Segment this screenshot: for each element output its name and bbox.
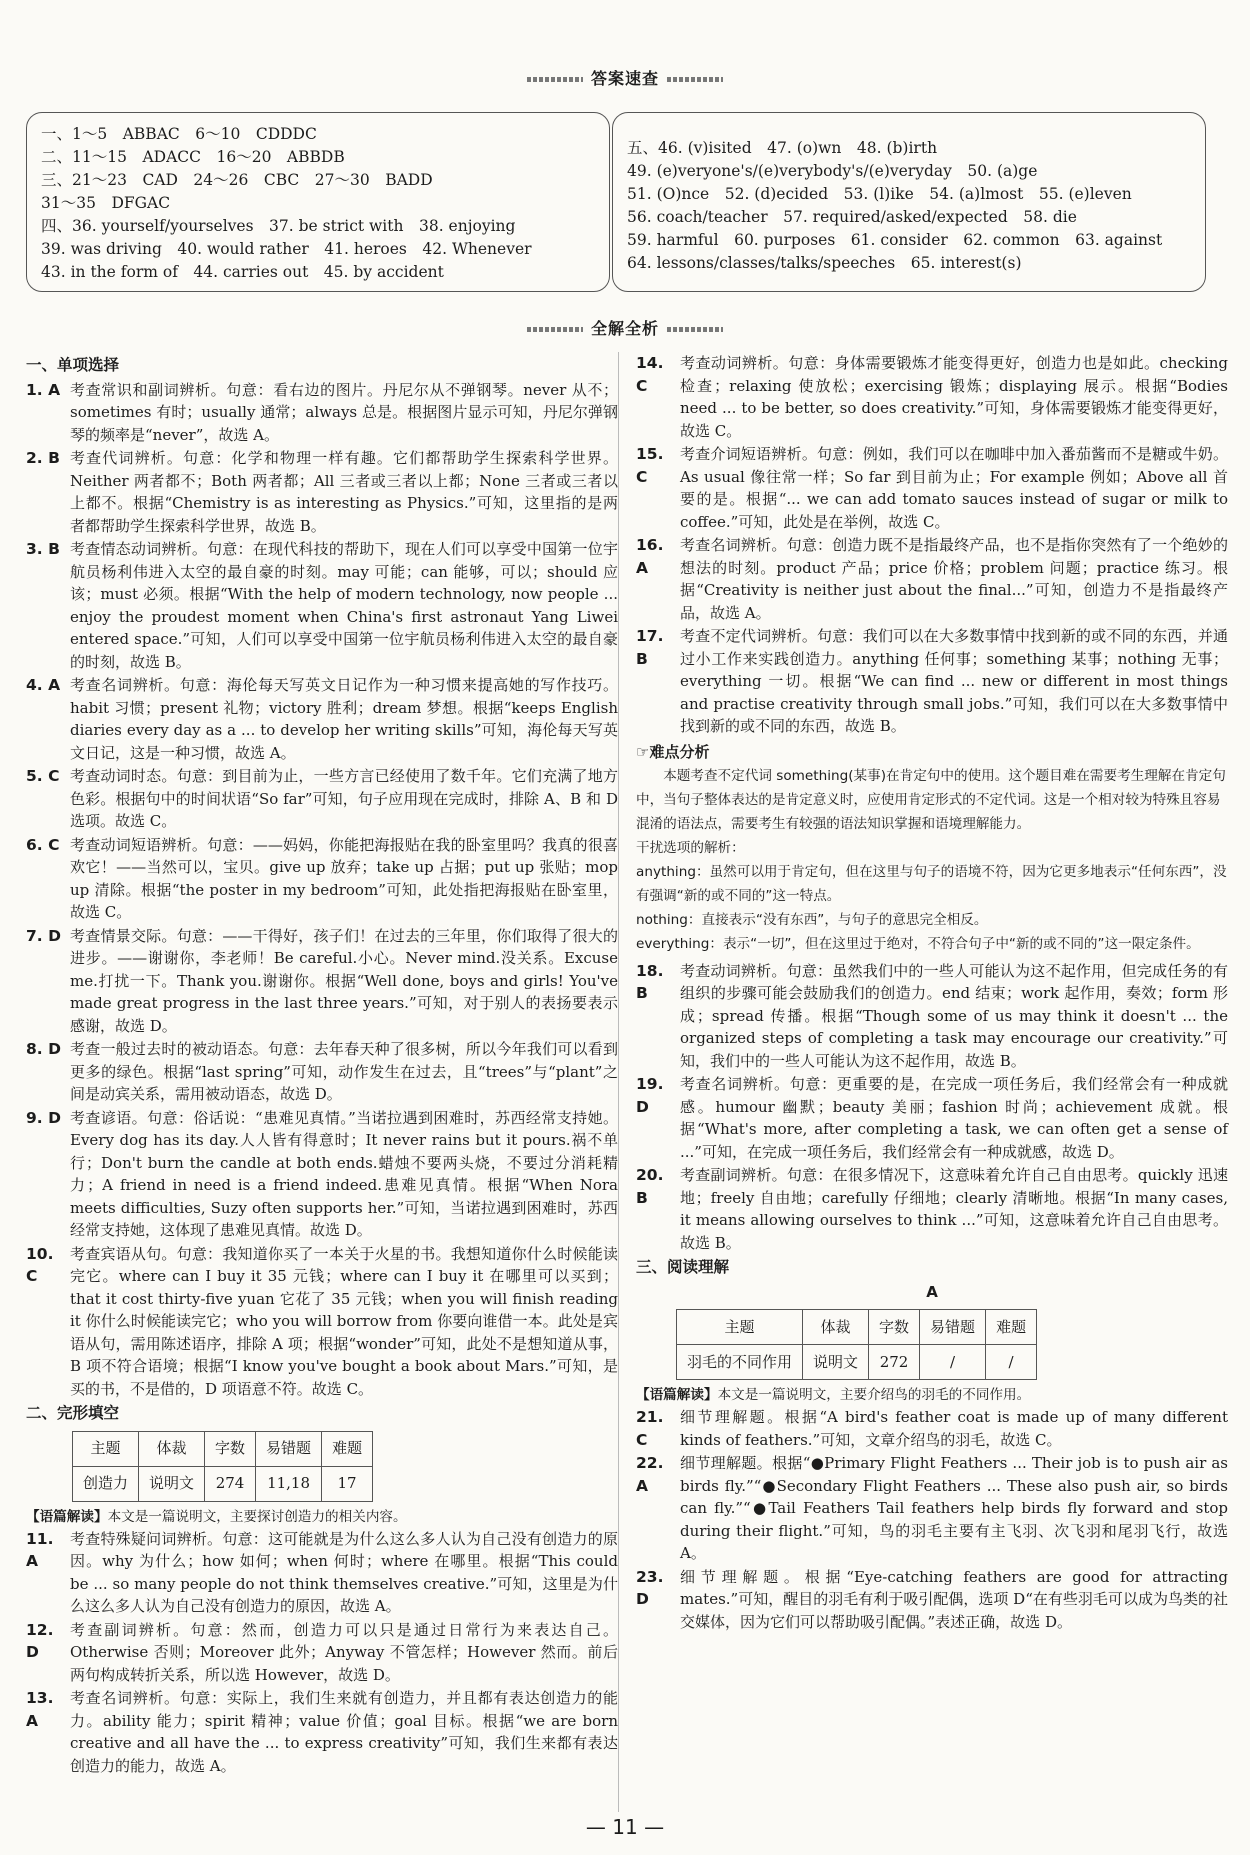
answer-number: 17. B [636, 627, 664, 668]
answer-explanation: 考查常识和副词辨析。句意：看右边的图片。丹尼尔从不弹钢琴。never 从不；sometimes 有时；usually 通常；always 总是。根据图片显示可知，丹尼尔弹钢琴的频率是“never”，故选 A。 [70, 380, 618, 444]
answer-number: 19. D [636, 1075, 664, 1116]
answer-explanation: 考查副词辨析。句意：然而，创造力可以只是通过日常行为来表达自己。Otherwise 否则；Moreover 此外；Anyway 不管怎样；However 然而。前后两句构成转折关系，所以选 However，故选 D。 [70, 1620, 618, 1684]
answer-number: 6. C [26, 835, 60, 854]
table-cell: 主题 [677, 1310, 803, 1345]
answer-item [26, 674, 618, 764]
answer-number: 7. D [26, 926, 61, 945]
quick-answers-right-box [612, 112, 1206, 292]
quick-answer-line: 49. (e)veryone's/(e)verybody's/(e)veryday 50. (a)ge [627, 162, 1038, 180]
table-cell: 说明文 [139, 1466, 205, 1501]
answer-number: 10. C [26, 1244, 54, 1285]
answer-explanation: 考查名词辨析。句意：实际上，我们生来就有创造力，并且都有表达创造力的能力。ability 能力；spirit 精神；value 价值；goal 目标。根据“we are born creative and all have the ... to express creativity”可知，我们生来都有表达创造力的能力，故选 A。 [70, 1689, 618, 1775]
answer-item [636, 1406, 1228, 1451]
answer-explanation: 考查动词辨析。句意：虽然我们中的一些人可能认为这不起作用，但完成任务的有组织的步骤可能会鼓励我们的创造力。end 结束；work 起作用，奏效；form 形成；spread 传播。根据“Though some of us may think it doesn't ... the organized steps of completing a task may encourage our creativity.”可知，我们中的一些人可能认为这不起作用，故选 B。 [680, 961, 1228, 1070]
answer-number: 12. D [26, 1620, 54, 1661]
answer-item [636, 534, 1228, 624]
answer-explanation: 考查动词时态。句意：到目前为止，一些方言已经使用了数千年。它们充满了地方色彩。根据句中的时间状语“So far”可知，句子应用现在完成时，排除 A、B 和 D 选项。故选 C。 [70, 767, 618, 830]
table-cell: 体裁 [803, 1310, 869, 1345]
answer-explanation: 考查副词辨析。句意：在很多情况下，这意味着允许自己自由思考。quickly 迅速地；freely 自由地；carefully 仔细地；clearly 清晰地。根据“In many cases, it means allowing ourselves to think ...”可知，这意味着允许自己自由思考。故选 B。 [680, 1166, 1228, 1252]
left-column [26, 352, 618, 1778]
answer-item [26, 925, 618, 1038]
answer-explanation: 考查动词辨析。句意：身体需要锻炼才能变得更好，创造力也是如此。checking 检查；relaxing 使放松；exercising 锻炼；displaying 展示。根据“Bodies need ... to be better, so does creativity.”可知，身体需要锻炼才能变得更好，故选 C。 [680, 354, 1228, 440]
reading-info-table [676, 1309, 1037, 1380]
answer-item [26, 1687, 618, 1777]
banner-bar-left [527, 327, 583, 332]
answer-item [636, 443, 1228, 533]
answer-number: 2. B [26, 449, 60, 467]
quick-answer-line: 43. in the form of 44. carries out 45. by accident [41, 263, 444, 281]
answer-explanation: 考查一般过去时的被动语态。句意：去年春天种了很多树，所以今年我们可以看到更多的绿色。根据“last spring”可知，动作发生在过去，且“trees”与“plant”之间是动宾关系，需用被动语态，故选 D。 [70, 1040, 618, 1103]
answer-item [636, 1164, 1228, 1254]
intro-label: 【语篇解读】 [26, 1508, 108, 1525]
answer-explanation: 细节理解题。根据“●Primary Flight Feathers ... Their job is to push air as birds fly.”“●Secondary Flight Feathers ... These also push air, so birds can fly.”“●Tail Feathers Tail feathers help birds fly forward and stop during their flight.”可知，鸟的羽毛主要有主飞羽、次飞羽和尾羽飞行，故选 A。 [680, 1454, 1228, 1562]
quick-answer-line: 39. was driving 40. would rather 41. heroes 42. Whenever [41, 240, 532, 258]
answer-number: 23. D [636, 1567, 664, 1608]
answer-item [26, 447, 618, 537]
answer-number: 4. A [26, 676, 61, 694]
intro-label: 【语篇解读】 [636, 1387, 718, 1403]
answer-number: 11. A [26, 1529, 54, 1570]
answer-number: 22. A [636, 1454, 664, 1495]
banner-bar-left [527, 77, 583, 82]
answer-item [636, 625, 1228, 738]
quick-answer-line: 56. coach/teacher 57. required/asked/expected 58. die [627, 208, 1077, 226]
difficulty-analysis [636, 740, 1228, 956]
answer-item [26, 1243, 618, 1401]
answer-explanation: 考查动词短语辨析。句意：——妈妈，你能把海报贴在我的卧室里吗？我真的很喜欢它！——当然可以，宝贝。give up 放弃；take up 占据；put up 张贴；mop up 清除。根据“the poster in my bedroom”可知，此处指把海报贴在卧室里，故选 C。 [70, 835, 618, 921]
analysis-paragraph: everything：表示“一切”，但在这里过于绝对，不符合句子中“新的或不同的”这一限定条件。 [636, 935, 1200, 952]
analysis-title-row: ☞难点分析 [636, 742, 710, 761]
answer-item [26, 1107, 618, 1242]
cloze-items-cont-2 [636, 960, 1228, 1255]
table-cell: 17 [322, 1466, 373, 1501]
answer-explanation: 考查特殊疑问词辨析。句意：这可能就是为什么这么多人认为自己没有创造力的原因。why 为什么；how 如何；when 何时；where 在哪里。根据“This could be ... so many people do not think themselves creative.”可知，这里是为什么这么多人认为自己没有创造力的原因，故选 A。 [70, 1529, 618, 1615]
answer-number: 13. A [26, 1689, 54, 1730]
table-cell: 易错题 [256, 1431, 322, 1466]
table-cell: 字数 [205, 1431, 256, 1466]
answer-item [26, 765, 618, 833]
answer-item [26, 1619, 618, 1687]
answers-quick-header [0, 68, 1250, 91]
quick-answer-line: 五、46. (v)isited 47. (o)wn 48. (b)irth [627, 139, 938, 157]
table-cell: 字数 [869, 1310, 920, 1345]
banner-bar-right [667, 327, 723, 332]
answer-number: 20. B [636, 1166, 664, 1207]
table-cell: 易错题 [920, 1310, 986, 1345]
answer-explanation: 考查宾语从句。句意：我知道你买了一本关于火星的书。我想知道你什么时候能读完它。where can I buy it 35 元钱；where can I buy it 在哪里可以买到；that it cost thirty-five yuan 它花了 35 元钱；when you will finish reading it 你什么时候能读完它；who you will borrow from 你要向谁借一本。此处是宾语从句，需用陈述语序，排除 A 项；根据“wonder”可知，此处不是想知道从事，B 项不符合语境；根据“I know you've bought a book about Mars.”可知，是买的书，不是借的，D 项语意不符。故选 C。 [70, 1244, 618, 1398]
answer-number: 8. D [26, 1040, 61, 1058]
cloze-items-cont [636, 352, 1228, 738]
quick-answers-left-box [26, 112, 610, 292]
answer-explanation: 考查不定代词辨析。句意：我们可以在大多数事情中找到新的或不同的东西，并通过小工作来实践创造力。anything 任何事；something 某事；nothing 无事；everything 一切。根据“We can find ... new or different in most things and practise creativity through small jobs.”可知，我们可以在大多数事情中找到新的或不同的东西，故选 B。 [680, 627, 1228, 735]
cloze-items [26, 1528, 618, 1778]
answer-item [26, 1038, 618, 1106]
answer-item [26, 834, 618, 924]
column-divider [618, 352, 619, 1812]
table-cell: / [986, 1345, 1037, 1380]
reading-intro [636, 1384, 1228, 1406]
answer-explanation: 细节理解题。根据“Eye-catching feathers are good for attracting mates.”可知，醒目的羽毛有利于吸引配偶，选项 D“在有些羽毛可以成为鸟类的社交媒体，因为它们可以帮助吸引配偶。”表述正确，故选 D。 [680, 1567, 1228, 1631]
analysis-paragraph: anything：虽然可以用于肯定句，但在这里与句子的语境不符，因为它更多地表示“任何东西”，没有强调“新的或不同的”这一特点。 [636, 863, 1227, 904]
answer-explanation: 考查谚语。句意：俗话说：“患难见真情。”当诺拉遇到困难时，苏西经常支持她。Every dog has its day.人人皆有得意时；It never rains but it pours.祸不单行；Don't burn the candle at both ends.蜡烛不要两头烧，不要过分消耗精力；A friend in need is a friend indeed.患难见真情。根据“When Nora meets difficulties, Suzy often supports her.”可知，当诺拉遇到困难时，苏西经常支持她，这体现了患难见真情。故选 D。 [70, 1108, 618, 1239]
table-cell: 274 [205, 1466, 256, 1501]
table-cell: 说明文 [803, 1345, 869, 1380]
answer-item [26, 1528, 618, 1618]
answer-number: 1. A [26, 380, 61, 399]
quick-answer-line: 一、1～5 ABBAC 6～10 CDDDC [41, 125, 317, 143]
answer-explanation: 考查名词辨析。句意：更重要的是，在完成一项任务后，我们经常会有一种成就感。humour 幽默；beauty 美丽；fashion 时尚；achievement 成就。根据“What's more, after completing a task, we can often get a sense of ...”可知，在完成一项任务后，我们经常会有一种成就感，故选 D。 [680, 1075, 1228, 1161]
table-cell: 创造力 [73, 1466, 139, 1501]
reading-items [636, 1406, 1228, 1633]
table-cell: 羽毛的不同作用 [677, 1345, 803, 1380]
table-cell: 体裁 [139, 1431, 205, 1466]
answer-item [636, 1452, 1228, 1565]
section-reading: 三、阅读理解 [636, 1258, 730, 1276]
section-cloze: 二、完形填空 [26, 1404, 120, 1422]
answer-explanation: 考查代词辨析。句意：化学和物理一样有趣。它们都帮助学生探索科学世界。Neither 两者都不；Both 两者都；All 三者或三者以上都；None 三者或三者以上都不。根据“Chemistry is as interesting as Physics.”可知，这里指的是两者都帮助学生探索科学世界，故选 B。 [70, 449, 618, 535]
answer-item [26, 538, 618, 673]
intro-text: 本文是一篇说明文，主要探讨创造力的相关内容。 [107, 1508, 407, 1525]
analysis-paragraph: 本题考查不定代词 something(某事)在肯定句中的使用。这个题目难在需要考生理解在肯定句中，当句子整体表达的是肯定意义时，应使用肯定形式的不定代词。这是一个相对较为特殊且容易混淆的语法点，需要考生有较强的语法知识掌握和语境理解能力。 [636, 767, 1226, 832]
banner-bar-right [667, 77, 723, 82]
answer-number: 21. C [636, 1408, 664, 1449]
full-analysis-title: 全解全析 [590, 319, 659, 338]
analysis-paragraph: nothing：直接表示“没有东西”，与句子的意思完全相反。 [636, 911, 988, 928]
answer-item [636, 1566, 1228, 1634]
analysis-title: 难点分析 [649, 742, 710, 761]
full-analysis-header [0, 318, 1250, 341]
answer-number: 14. C [636, 354, 664, 395]
quick-answer-line: 64. lessons/classes/talks/speeches 65. interest(s) [627, 254, 1022, 272]
answer-explanation: 考查介词短语辨析。句意：例如，我们可以在咖啡中加入番茄酱而不是糖或牛奶。As usual 像往常一样；So far 到目前为止；For example 例如；Above all 首要的是。根据“... we can add tomato sauces instead of sugar or milk to coffee.”可知，此处是在举例，故选 C。 [680, 445, 1228, 531]
answer-number: 9. D [26, 1108, 61, 1127]
intro-text: 本文是一篇说明文，主要介绍鸟的羽毛的不同作用。 [717, 1387, 1031, 1403]
answer-item [26, 379, 618, 447]
table-cell: 难题 [986, 1310, 1037, 1345]
table-cell: 难题 [322, 1431, 373, 1466]
answer-explanation: 考查情态动词辨析。句意：在现代科技的帮助下，现在人们可以享受中国第一位宇航员杨利伟进入太空的最自豪的时刻。may 可能；can 能够，可以；should 应该；must 必须。根据“With the help of modern technology, now people ... enjoy the proudest moment when China's first astronaut Yang Liwei entered space.”可知，人们可以享受中国第一位宇航员杨利伟进入太空的最自豪的时刻，故选 B。 [70, 540, 618, 671]
answer-number: 5. C [26, 767, 60, 785]
table-cell: 11,18 [256, 1466, 322, 1501]
answer-item [636, 1073, 1228, 1163]
cloze-intro [26, 1506, 618, 1528]
page-number: — 11 — [585, 1815, 665, 1839]
quick-answer-line: 59. harmful 60. purposes 61. consider 62. common 63. against [627, 231, 1163, 249]
quick-answer-line: 二、11～15 ADACC 16～20 ABBDB [41, 148, 345, 166]
answer-item [636, 352, 1228, 442]
answer-explanation: 考查名词辨析。句意：海伦每天写英文日记作为一种习惯来提高她的写作技巧。habit 习惯；present 礼物；victory 胜利；dream 梦想。根据“keeps English diaries every day as a ... to develop her writing skills”可知，海伦每天写英文日记，这是一种习惯，故选 A。 [70, 676, 618, 762]
answer-item [636, 960, 1228, 1073]
section-single-choice: 一、单项选择 [26, 356, 120, 374]
quick-answer-line: 三、21～23 CAD 24～26 CBC 27～30 BADD [41, 171, 433, 189]
answer-number: 16. A [636, 536, 664, 577]
answer-number: 18. B [636, 961, 664, 1002]
answers-quick-title: 答案速查 [590, 69, 659, 88]
analysis-paragraph: 干扰选项的解析： [636, 839, 745, 856]
answer-number: 15. C [636, 445, 664, 486]
table-cell: 272 [869, 1345, 920, 1380]
right-column [636, 352, 1228, 1634]
cloze-info-table [72, 1431, 373, 1502]
answer-explanation: 考查名词辨析。句意：创造力既不是指最终产品，也不是指你突然有了一个绝妙的想法的时刻。product 产品；price 价格；problem 问题；practice 练习。根据“Creativity is neither just about the final...”可知，创造力不是指最终产品，故选 A。 [680, 536, 1228, 622]
quick-answer-line: 四、36. yourself/yourselves 37. be strict with 38. enjoying [41, 217, 516, 235]
quick-answer-line: 31～35 DFGAC [41, 194, 171, 212]
answer-explanation: 考查情景交际。句意：——干得好，孩子们！在过去的三年里，你们取得了很大的进步。——谢谢你，李老师！Be careful.小心。Never mind.没关系。Excuse me.打扰一下。Thank you.谢谢你。根据“Well done, boys and girls! You've made great progress in the last three years.”可知，对于别人的表扬要表示感谢，故选 D。 [70, 926, 618, 1035]
single-choice-items [26, 379, 618, 1401]
passage-a-label: A [926, 1282, 938, 1301]
quick-answer-line: 51. (O)nce 52. (d)ecided 53. (l)ike 54. (a)lmost 55. (e)leven [627, 185, 1132, 203]
table-cell: 主题 [73, 1431, 139, 1466]
answer-explanation: 细节理解题。根据“A bird's feather coat is made up of many different kinds of feathers.”可知，文章介绍鸟的羽毛，故选 C。 [680, 1408, 1228, 1449]
answer-number: 3. B [26, 540, 60, 558]
table-cell: / [920, 1345, 986, 1380]
